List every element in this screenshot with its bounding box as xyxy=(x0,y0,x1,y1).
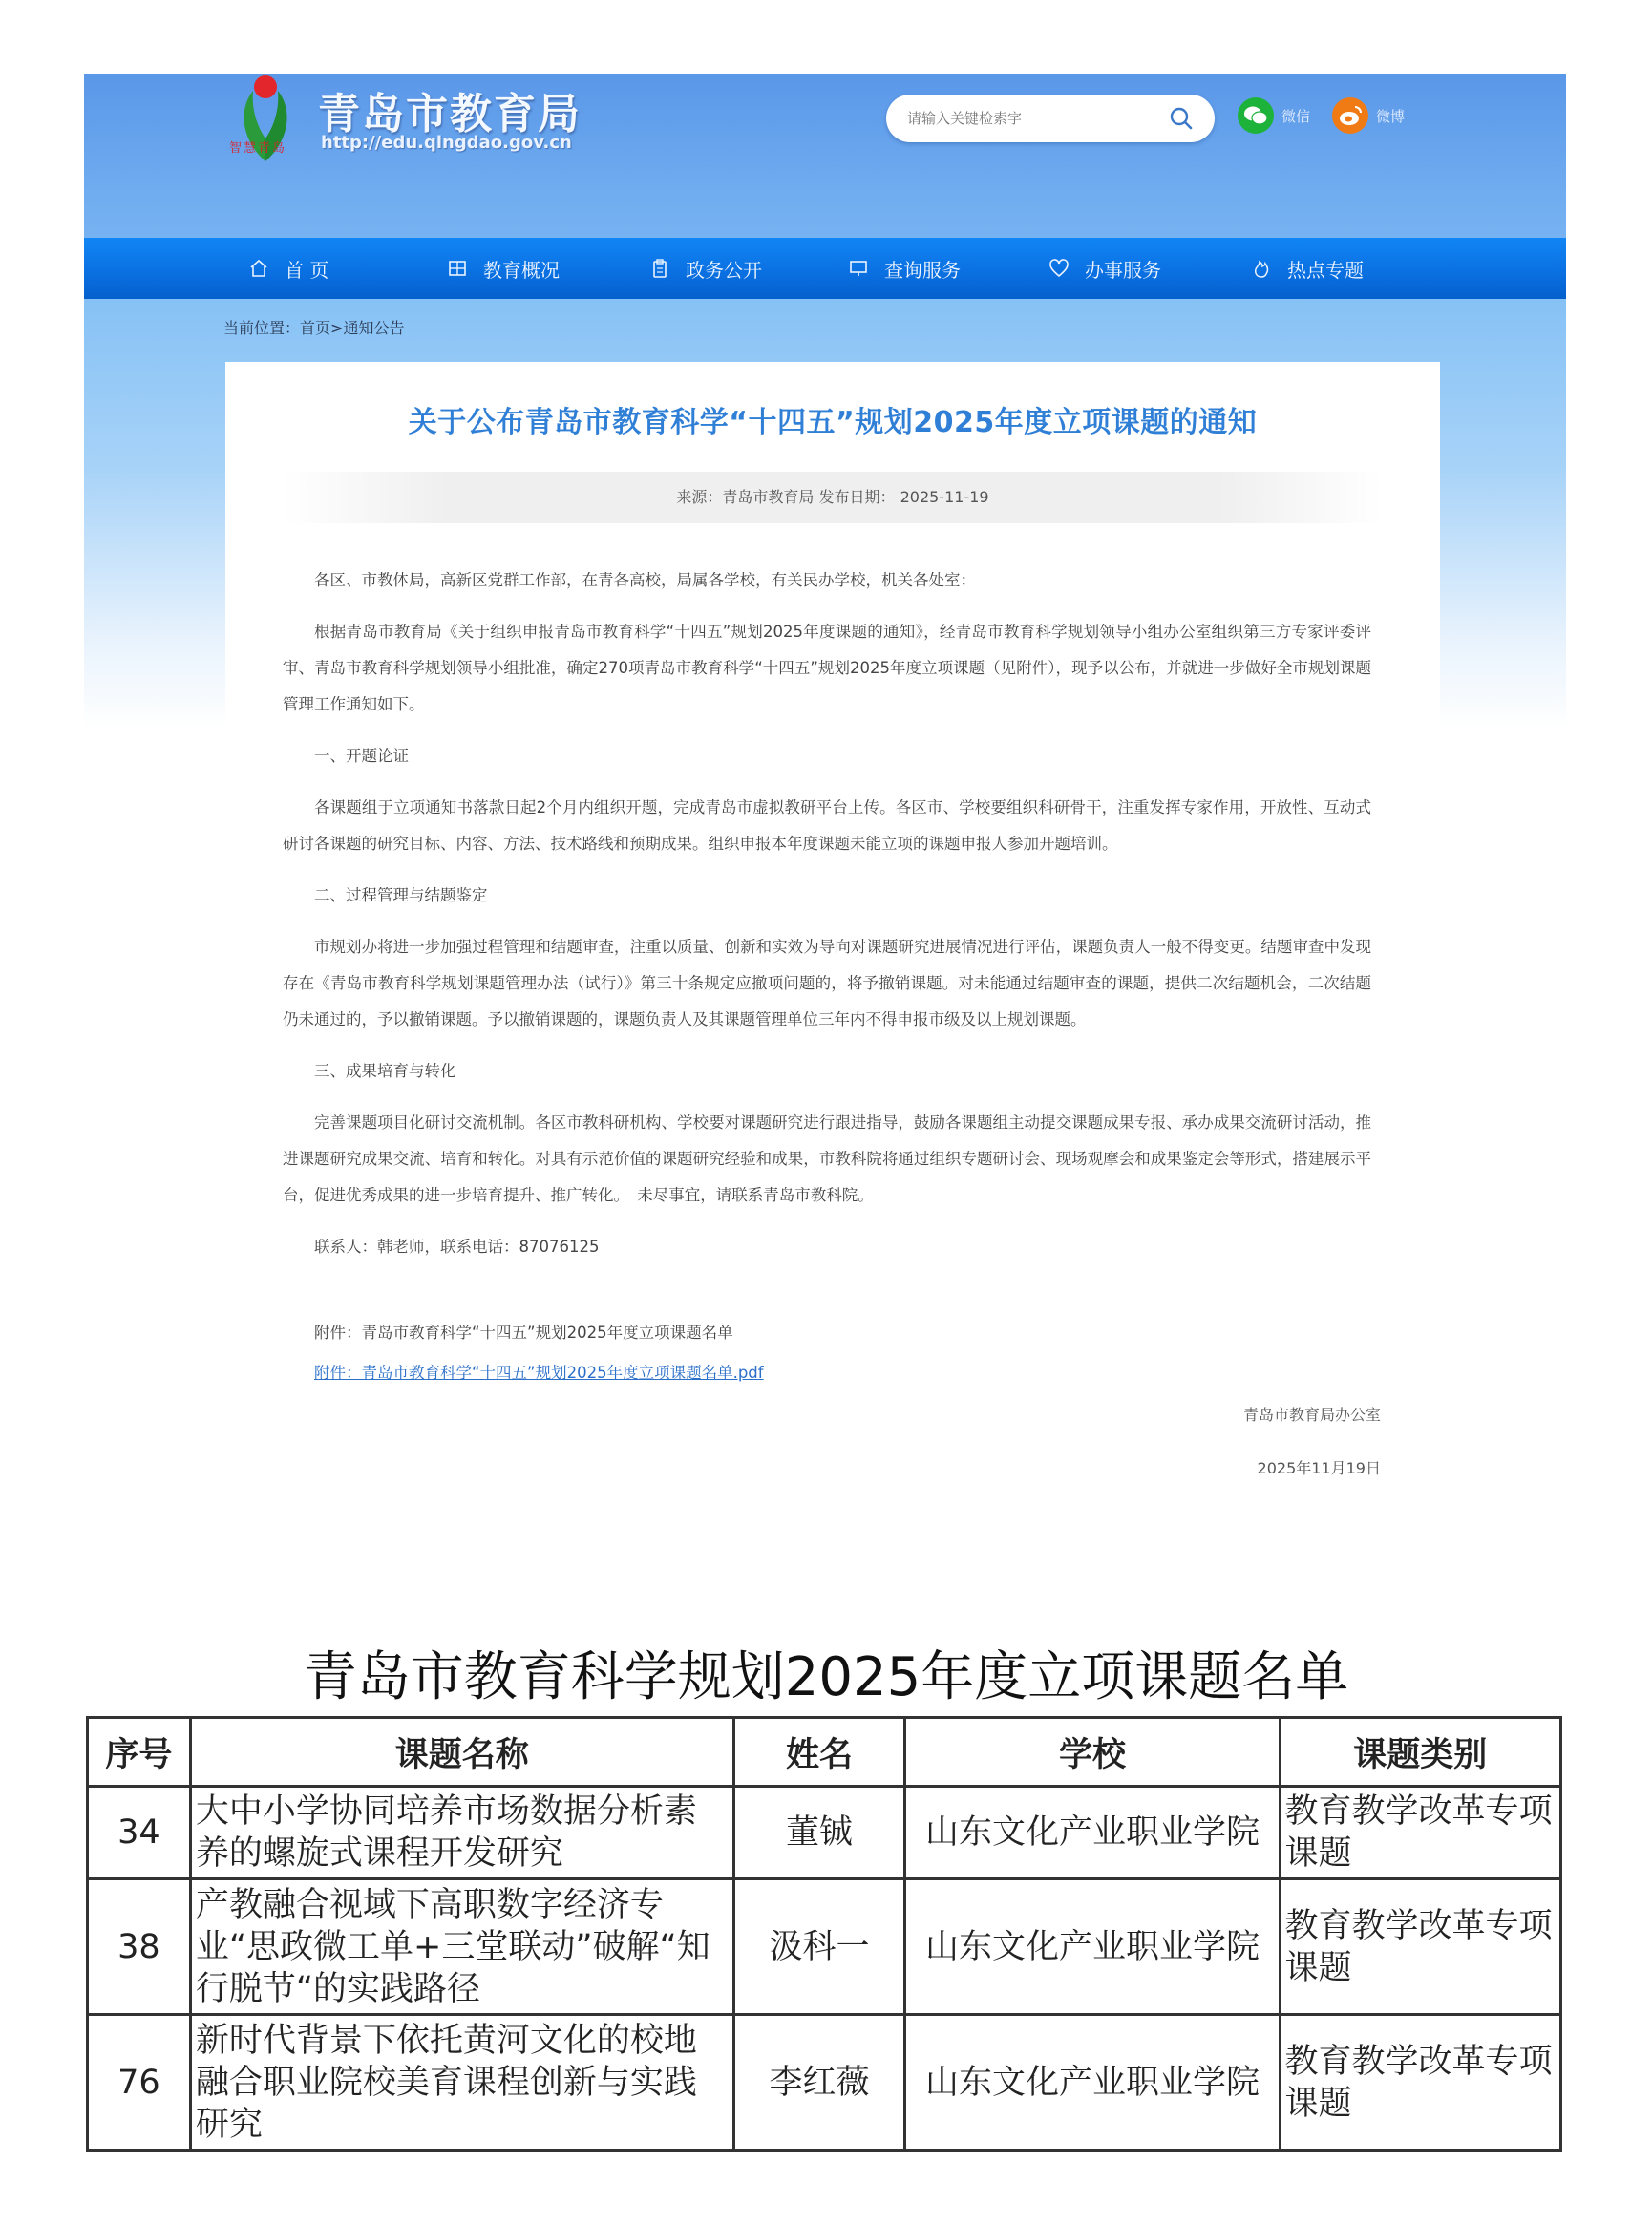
nav-label: 热点专题 xyxy=(1287,258,1364,282)
cell-topic: 新时代背景下依托黄河文化的校地融合职业院校美育课程创新与实践研究 xyxy=(190,2015,733,2151)
list-title: 青岛市教育科学规划2025年度立项课题名单 xyxy=(303,1646,1349,1708)
project-list-table xyxy=(86,1716,1562,2152)
nav-label: 政务公开 xyxy=(686,258,762,282)
cell-school: 山东文化产业职业学院 xyxy=(905,1879,1280,2015)
intro-paragraph: 根据青岛市教育局《关于组织申报青岛市教育科学“十四五”规划2025年度课题的通知》，经青岛市教育科学规划领导小组办公室组织第三方专家评委评审、青岛市教育科学规划领导小组批准，确定270项青岛市教育科学“十四五”规划2025年度立项课题（见附件），现予以公布，并就进一步做好全市规划课题管理工作通知如下。 xyxy=(283,623,1371,713)
section-paragraph-2: 市规划办将进一步加强过程管理和结题审查，注重以质量、创新和实效为导向对课题研究进展情况进行评估，课题负责人一般不得变更。结题审查中发现存在《青岛市教育科学规划课题管理办法（试行）》第三十条规定应撤项问题的，将予撤销课题。对未能通过结题审查的课题，提供二次结题机会，二次结题仍未通过的，予以撤销课题。予以撤销课题的，课题负责人及其课题管理单位三年内不得申报市级及以上规划课题。 xyxy=(283,938,1371,1028)
weibo-link[interactable] xyxy=(1332,95,1405,137)
search-input[interactable] xyxy=(907,106,1155,131)
nav-label: 首 页 xyxy=(285,258,329,282)
webpage-screenshot xyxy=(84,74,1566,1611)
table-header-row xyxy=(88,1718,1561,1787)
column-header: 课题名称 xyxy=(190,1718,733,1787)
nav-item-government-affairs[interactable] xyxy=(649,238,762,299)
monitor-icon xyxy=(848,258,869,279)
logo-caption: 智慧青岛 xyxy=(229,141,287,156)
table-row xyxy=(88,1787,1561,1879)
flame-icon xyxy=(1251,258,1272,279)
article-body xyxy=(283,562,1371,1407)
wechat-link[interactable] xyxy=(1238,95,1310,137)
column-header: 学校 xyxy=(905,1718,1280,1787)
cell-category: 教育教学改革专项课题 xyxy=(1280,2015,1560,2151)
table-row xyxy=(88,2015,1561,2151)
cell-school: 山东文化产业职业学院 xyxy=(905,1787,1280,1879)
nav-item-hot-topics[interactable] xyxy=(1251,238,1364,299)
nav-label: 办事服务 xyxy=(1085,258,1161,282)
weibo-label: 微博 xyxy=(1376,107,1406,125)
cell-topic: 大中小学协同培养市场数据分析素养的螺旋式课程开发研究 xyxy=(190,1787,733,1879)
nav-item-education-overview[interactable] xyxy=(447,238,560,299)
cell-category: 教育教学改革专项课题 xyxy=(1280,1879,1560,2015)
cell-name: 汲科一 xyxy=(733,1879,905,2015)
section-paragraph-3: 完善课题项目化研讨交流机制。各区市教科研机构、学校要对课题研究进行跟进指导，鼓励各课题组主动提交课题成果专报、承办成果交流研讨活动，推进课题研究成果交流、培育和转化。对具有示范价值的课题研究经验和成果，市教科院将通过组织专题研讨会、现场观摩会和成果鉴定会等形式，搭建展示平台，促进优秀成果的进一步培育提升、推广转化。 未尽事宜，请联系青岛市教科院。 xyxy=(283,1113,1371,1204)
cell-number: 34 xyxy=(88,1787,191,1879)
section-heading-3: 三、成果培育与转化 xyxy=(314,1062,456,1080)
table-row xyxy=(88,1879,1561,2015)
contact-info: 联系人：韩老师，联系电话：87076125 xyxy=(314,1238,600,1256)
site-header xyxy=(84,74,1566,238)
nav-item-affairs-services[interactable] xyxy=(1048,238,1161,299)
cell-number: 76 xyxy=(88,2015,191,2151)
wechat-label: 微信 xyxy=(1281,107,1311,125)
cell-category: 教育教学改革专项课题 xyxy=(1280,1787,1560,1879)
home-icon xyxy=(248,258,269,279)
heart-icon xyxy=(1048,258,1070,279)
breadcrumb xyxy=(223,316,404,338)
nav-label: 查询服务 xyxy=(884,258,961,282)
section-heading-1: 一、开题论证 xyxy=(314,747,409,765)
nav-item-home[interactable] xyxy=(248,238,328,299)
grid-icon xyxy=(447,258,468,279)
salutation: 各区、市教体局，高新区党群工作部，在青各高校，局属各学校，有关民办学校，机关各处室： xyxy=(314,571,976,589)
column-header: 序号 xyxy=(88,1718,191,1787)
section-paragraph-1: 各课题组于立项通知书落款日起2个月内组织开题，完成青岛市虚拟教研平台上传。各区市、学校要组织科研骨干，注重发挥专家作用，开放性、互动式研讨各课题的研究目标、内容、方法、技术路线和预期成果。组织申报本年度课题未能立项的课题申报人参加开题培训。 xyxy=(283,798,1371,853)
breadcrumb-separator: > xyxy=(330,319,344,337)
breadcrumb-prefix: 当前位置： xyxy=(223,319,301,337)
cell-topic: 产教融合视域下高职数字经济专业“思政微工单+三堂联动”破解“知行脱节“的实践路径 xyxy=(190,1879,733,2015)
column-header: 姓名 xyxy=(733,1718,905,1787)
site-url[interactable]: http://edu.qingdao.gov.cn xyxy=(321,133,572,153)
signature: 青岛市教育局办公室 xyxy=(1242,1406,1381,1424)
attachment-pdf-link[interactable]: 附件：青岛市教育科学“十四五”规划2025年度立项课题名单.pdf xyxy=(314,1364,764,1382)
cell-name: 董铖 xyxy=(733,1787,905,1879)
signature-date: 2025年11月19日 xyxy=(1257,1459,1381,1477)
nav-label: 教育概况 xyxy=(483,258,560,282)
breadcrumb-home[interactable]: 首页 xyxy=(300,319,331,337)
site-title[interactable]: 青岛市教育局 xyxy=(318,90,582,138)
search-icon[interactable] xyxy=(1169,106,1194,131)
column-header: 课题类别 xyxy=(1280,1718,1560,1787)
breadcrumb-notices[interactable]: 通知公告 xyxy=(343,319,405,337)
cell-name: 李红薇 xyxy=(733,2015,905,2151)
search-box xyxy=(886,95,1215,142)
article-meta: 来源：青岛市教育局 发布日期： 2025-11-19 xyxy=(283,472,1383,523)
spacer xyxy=(283,1281,1371,1315)
article-panel xyxy=(225,362,1440,1603)
main-nav xyxy=(84,238,1566,299)
weibo-icon xyxy=(1332,97,1368,134)
nav-item-query-services[interactable] xyxy=(848,238,961,299)
section-heading-2: 二、过程管理与结题鉴定 xyxy=(314,886,488,904)
cell-number: 38 xyxy=(88,1879,191,2015)
attachment-label: 附件：青岛市教育科学“十四五”规划2025年度立项课题名单 xyxy=(314,1324,733,1342)
wechat-icon xyxy=(1238,97,1274,134)
clipboard-icon xyxy=(649,258,670,279)
cell-school: 山东文化产业职业学院 xyxy=(905,2015,1280,2151)
article-title: 关于公布青岛市教育科学“十四五”规划2025年度立项课题的通知 xyxy=(408,406,1258,439)
